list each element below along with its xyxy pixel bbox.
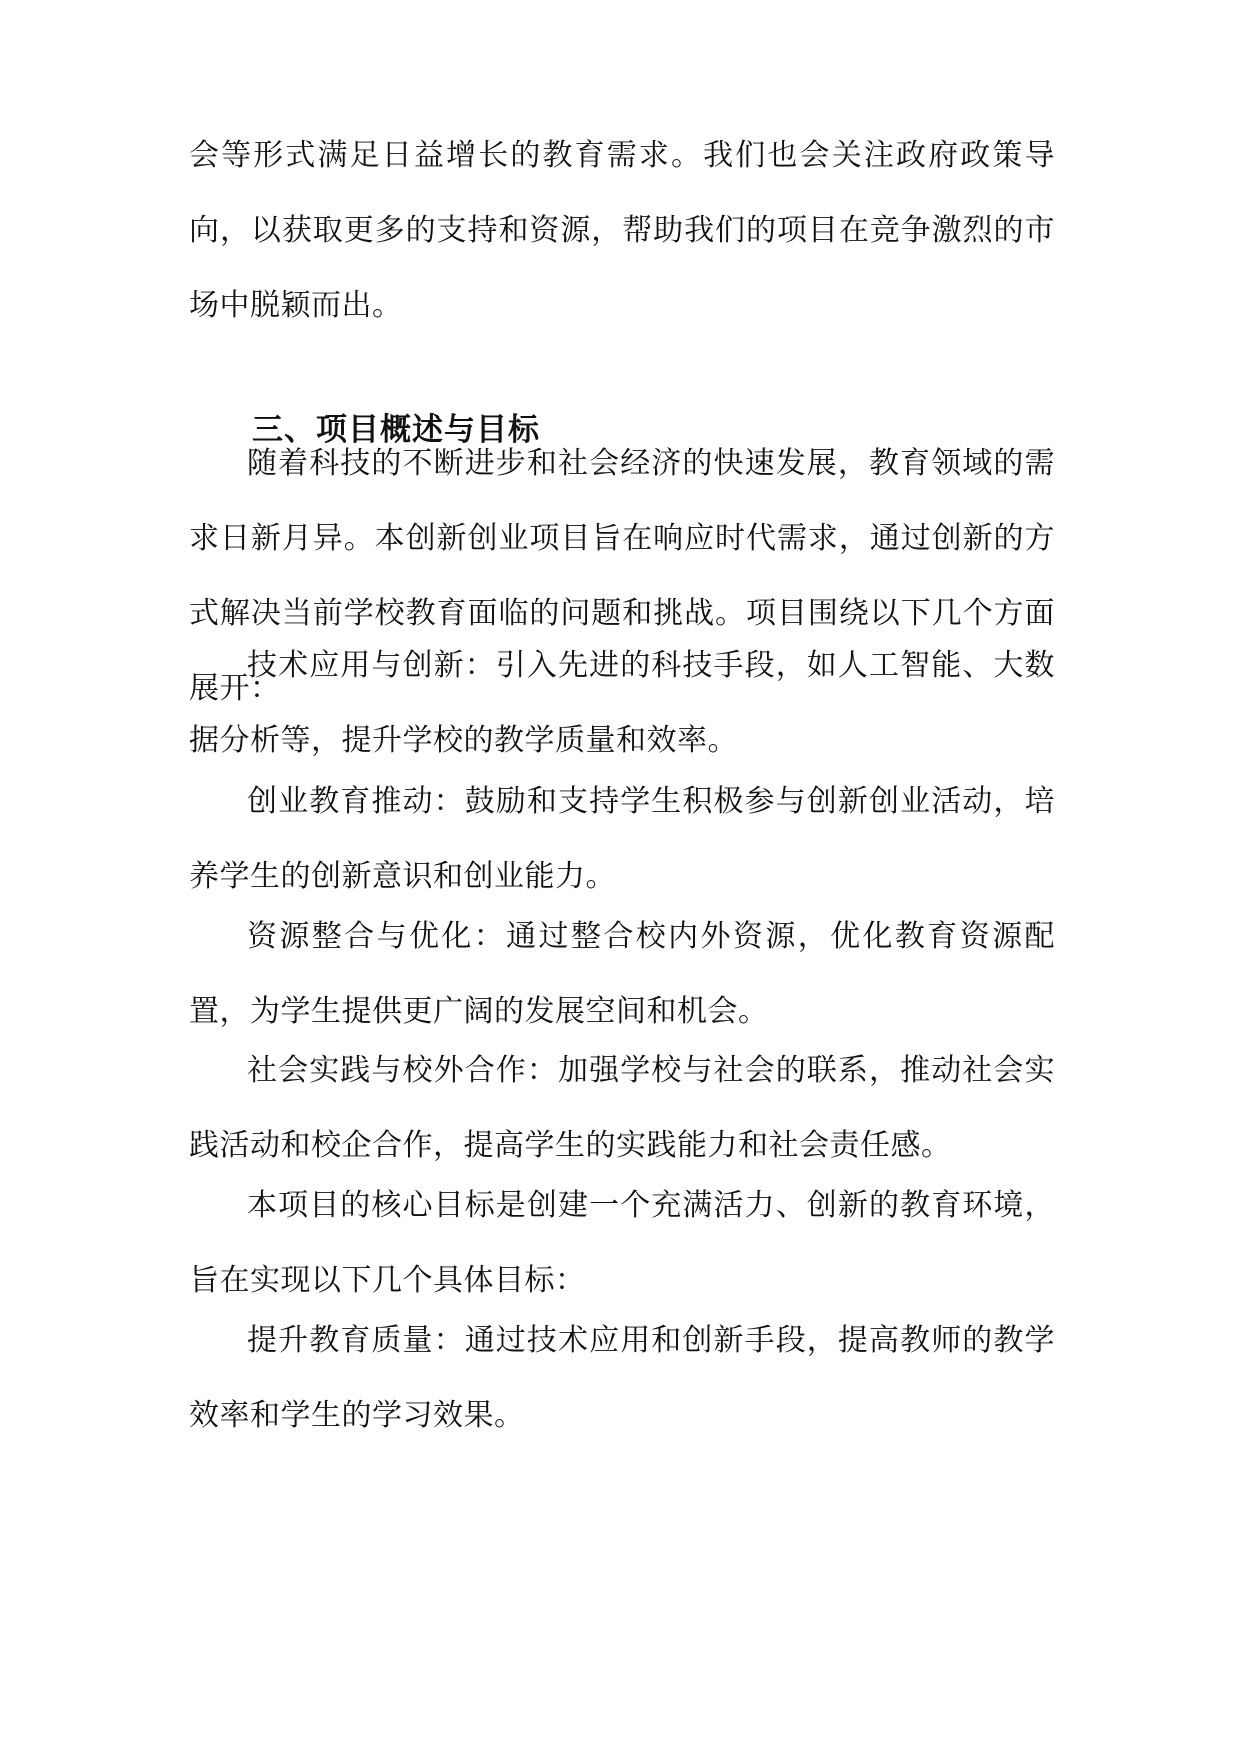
paragraph-continuation: 会等形式满足日益增长的教育需求。我们也会关注政府政策导向，以获取更多的支持和资源，帮助我们的项目在竞争激烈的市场中脱颖而出。 xyxy=(189,138,1055,323)
paragraph-education-quality: 提升教育质量：通过技术应用和创新手段，提高教师的教学效率和学生的学习效果。 xyxy=(189,1323,1055,1433)
paragraph-resource-integration: 资源整合与优化：通过整合校内外资源，优化教育资源配置，为学生提供更广阔的发展空间和机会。 xyxy=(189,919,1055,1029)
paragraph-overview: 随着科技的不断进步和社会经济的快速发展，教育领域的需求日新月异。本创新创业项目旨在响应时代需求，通过创新的方式解决当前学校教育面临的问题和挑战。项目围绕以下几个方面展开： xyxy=(189,446,1055,706)
paragraph-core-goal: 本项目的核心目标是创建一个充满活力、创新的教育环境，旨在实现以下几个具体目标： xyxy=(189,1188,1055,1298)
section-heading: 三、项目概述与目标 xyxy=(252,412,540,448)
paragraph-entrepreneurship-education: 创业教育推动：鼓励和支持学生积极参与创新创业活动，培养学生的创新意识和创业能力。 xyxy=(189,784,1055,894)
paragraph-tech-application: 技术应用与创新：引入先进的科技手段，如人工智能、大数据分析等，提升学校的教学质量和效率。 xyxy=(189,648,1055,758)
paragraph-social-practice: 社会实践与校外合作：加强学校与社会的联系，推动社会实践活动和校企合作，提高学生的实践能力和社会责任感。 xyxy=(189,1053,1055,1163)
